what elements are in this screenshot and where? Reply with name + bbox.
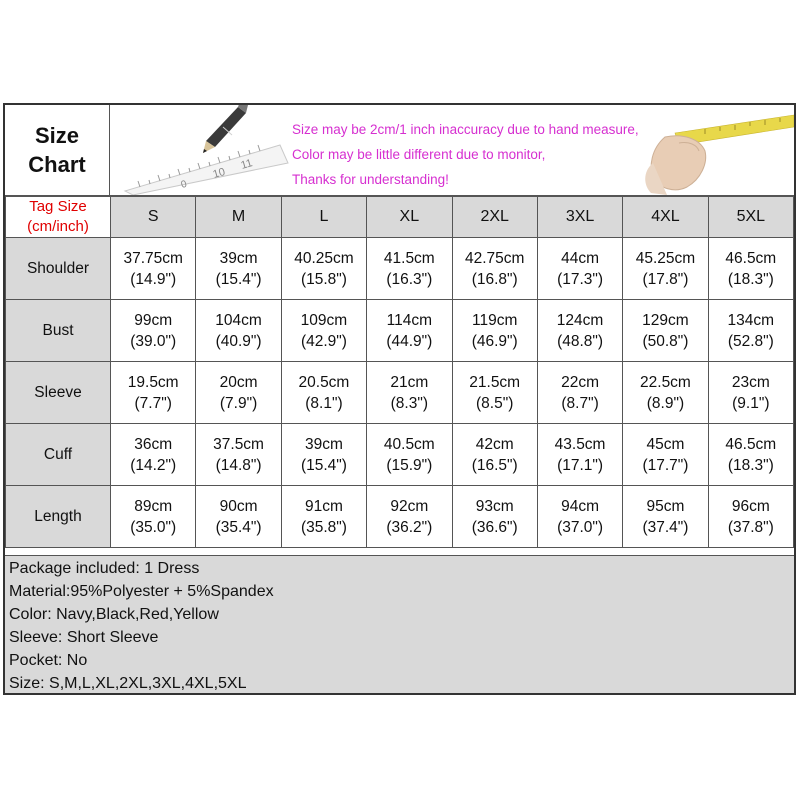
value-cm: 43.5cm bbox=[554, 435, 606, 453]
value-cm: 89cm bbox=[134, 497, 173, 515]
value-cm: 95cm bbox=[646, 497, 685, 515]
value-cm: 22.5cm bbox=[640, 373, 691, 391]
value-inch: (7.7") bbox=[134, 394, 172, 412]
size-header: 5XL bbox=[708, 197, 793, 238]
value-cm: 23cm bbox=[731, 373, 770, 391]
value-cm: 22cm bbox=[561, 373, 600, 391]
measurement-cell bbox=[708, 486, 793, 548]
measurement-notes bbox=[292, 117, 639, 192]
measurement-cell bbox=[281, 362, 366, 424]
ruler-tick-label: 10 bbox=[211, 165, 227, 181]
measurement-label: Shoulder bbox=[6, 238, 111, 300]
value-inch: (8.7") bbox=[561, 394, 599, 412]
measurement-row bbox=[6, 362, 794, 424]
product-info bbox=[5, 555, 794, 693]
measurement-label: Length bbox=[6, 486, 111, 548]
size-header: M bbox=[196, 197, 281, 238]
value-inch: (15.4") bbox=[215, 270, 262, 288]
value-inch: (15.4") bbox=[300, 456, 347, 474]
measurement-cell bbox=[196, 424, 281, 486]
measurement-cell bbox=[281, 424, 366, 486]
value-inch: (14.2") bbox=[130, 456, 177, 474]
measurement-cell bbox=[367, 424, 452, 486]
measurement-cell bbox=[281, 486, 366, 548]
value-inch: (17.8") bbox=[642, 270, 689, 288]
value-cm: 41.5cm bbox=[383, 249, 435, 267]
hand-tape-measure-icon bbox=[645, 105, 794, 195]
measurement-label: Cuff bbox=[6, 424, 111, 486]
measurement-cell bbox=[623, 486, 708, 548]
measurement-cell bbox=[708, 300, 793, 362]
note-color: Color may be little different due to monitor, bbox=[292, 147, 546, 162]
value-inch: (8.5") bbox=[476, 394, 514, 412]
size-header-row bbox=[6, 197, 794, 238]
info-color: Color: Navy,Black,Red,Yellow bbox=[9, 606, 219, 623]
value-cm: 94cm bbox=[561, 497, 600, 515]
value-cm: 20cm bbox=[219, 373, 258, 391]
size-header: 4XL bbox=[623, 197, 708, 238]
ruler-tick-label: 11 bbox=[239, 157, 254, 172]
measurement-cell bbox=[537, 300, 622, 362]
measurement-cell bbox=[281, 300, 366, 362]
measurement-cell bbox=[111, 362, 196, 424]
value-inch: (17.3") bbox=[557, 270, 604, 288]
measurement-cell bbox=[537, 238, 622, 300]
note-accuracy: Size may be 2cm/1 inch inaccuracy due to hand measure, bbox=[292, 122, 639, 137]
measurement-cell bbox=[537, 486, 622, 548]
size-chart-sheet bbox=[3, 103, 796, 695]
measurement-row bbox=[6, 486, 794, 548]
value-cm: 40.25cm bbox=[294, 249, 354, 267]
value-inch: (36.2") bbox=[386, 518, 433, 536]
title-line-1: Size bbox=[34, 123, 80, 148]
value-cm: 93cm bbox=[475, 497, 514, 515]
value-inch: (17.1") bbox=[557, 456, 604, 474]
value-cm: 40.5cm bbox=[383, 435, 435, 453]
value-inch: (15.8") bbox=[300, 270, 347, 288]
value-cm: 90cm bbox=[219, 497, 258, 515]
measurement-label: Bust bbox=[6, 300, 111, 362]
measurement-cell bbox=[367, 300, 452, 362]
value-cm: 37.5cm bbox=[213, 435, 264, 453]
measurement-row bbox=[6, 424, 794, 486]
value-cm: 45.25cm bbox=[635, 249, 696, 267]
value-cm: 92cm bbox=[390, 497, 429, 515]
measurement-cell bbox=[196, 300, 281, 362]
measurement-cell bbox=[111, 300, 196, 362]
info-size: Size: S,M,L,XL,2XL,3XL,4XL,5XL bbox=[9, 675, 247, 692]
value-inch: (46.9") bbox=[471, 332, 518, 350]
measurement-cell bbox=[623, 300, 708, 362]
value-inch: (35.8") bbox=[300, 518, 347, 536]
value-cm: 42.75cm bbox=[464, 249, 525, 267]
measurement-row bbox=[6, 300, 794, 362]
value-inch: (18.3") bbox=[727, 270, 774, 288]
measurement-cell bbox=[537, 362, 622, 424]
size-header: L bbox=[281, 197, 366, 238]
tag-size-label bbox=[6, 197, 111, 238]
value-inch: (8.9") bbox=[646, 394, 685, 412]
value-cm: 129cm bbox=[642, 311, 689, 329]
value-inch: (35.4") bbox=[215, 518, 262, 536]
value-cm: 46.5cm bbox=[725, 249, 777, 267]
measurement-cell bbox=[452, 238, 537, 300]
value-cm: 124cm bbox=[556, 311, 604, 329]
value-cm: 39cm bbox=[304, 435, 343, 453]
tag-size-text: Tag Size bbox=[29, 198, 87, 215]
value-inch: (50.8") bbox=[642, 332, 689, 350]
value-cm: 19.5cm bbox=[127, 373, 179, 391]
note-thanks: Thanks for understanding! bbox=[292, 172, 449, 187]
measurement-cell bbox=[452, 362, 537, 424]
measurement-cell bbox=[111, 238, 196, 300]
measurement-banner bbox=[110, 105, 794, 195]
value-cm: 91cm bbox=[304, 497, 343, 515]
value-inch: (39.0") bbox=[130, 332, 177, 350]
measurement-cell bbox=[623, 424, 708, 486]
measurement-cell bbox=[623, 362, 708, 424]
measurement-cell bbox=[452, 486, 537, 548]
value-inch: (52.8") bbox=[727, 332, 774, 350]
tag-size-unit: (cm/inch) bbox=[27, 218, 89, 235]
measurement-cell bbox=[452, 424, 537, 486]
measurement-cell bbox=[281, 238, 366, 300]
value-cm: 37.75cm bbox=[123, 249, 183, 267]
value-cm: 42cm bbox=[475, 435, 514, 453]
value-inch: (8.1") bbox=[305, 394, 343, 412]
info-sleeve: Sleeve: Short Sleeve bbox=[9, 629, 159, 646]
value-inch: (7.9") bbox=[219, 394, 258, 412]
ruler-tick-label: 0 bbox=[179, 178, 189, 191]
value-cm: 45cm bbox=[646, 435, 685, 453]
size-header: S bbox=[111, 197, 196, 238]
value-inch: (15.9") bbox=[386, 456, 433, 474]
value-cm: 99cm bbox=[134, 311, 173, 329]
value-inch: (17.7") bbox=[642, 456, 689, 474]
value-cm: 104cm bbox=[215, 311, 262, 329]
measurement-cell bbox=[708, 362, 793, 424]
measurement-cell bbox=[537, 424, 622, 486]
info-pocket: Pocket: No bbox=[9, 652, 88, 669]
value-inch: (16.5") bbox=[471, 456, 518, 474]
value-inch: (14.9") bbox=[130, 270, 177, 288]
value-cm: 36cm bbox=[134, 435, 173, 453]
value-inch: (37.8") bbox=[727, 518, 774, 536]
value-inch: (36.6") bbox=[471, 518, 518, 536]
title-line-2: Chart bbox=[28, 152, 86, 177]
value-cm: 20.5cm bbox=[298, 373, 350, 391]
value-cm: 46.5cm bbox=[725, 435, 777, 453]
value-cm: 39cm bbox=[219, 249, 258, 267]
value-cm: 134cm bbox=[727, 311, 775, 329]
size-header: 3XL bbox=[537, 197, 622, 238]
measurement-cell bbox=[111, 424, 196, 486]
value-cm: 96cm bbox=[731, 497, 770, 515]
measurement-cell bbox=[708, 424, 793, 486]
measurement-cell bbox=[196, 362, 281, 424]
value-inch: (37.0") bbox=[557, 518, 604, 536]
size-header: XL bbox=[367, 197, 452, 238]
size-chart-title bbox=[5, 105, 110, 195]
size-header: 2XL bbox=[452, 197, 537, 238]
value-inch: (44.9") bbox=[386, 332, 433, 350]
value-inch: (14.8") bbox=[215, 456, 262, 474]
value-cm: 21.5cm bbox=[469, 373, 521, 391]
measurement-row bbox=[6, 238, 794, 300]
value-inch: (18.3") bbox=[727, 456, 774, 474]
header-row bbox=[5, 105, 794, 196]
measurement-cell bbox=[367, 238, 452, 300]
info-material: Material:95%Polyester + 5%Spandex bbox=[9, 583, 274, 600]
value-inch: (37.4") bbox=[642, 518, 689, 536]
value-inch: (35.0") bbox=[130, 518, 177, 536]
pencil-ruler-icon bbox=[120, 105, 295, 195]
value-cm: 44cm bbox=[561, 249, 600, 267]
measurement-cell bbox=[367, 486, 452, 548]
value-inch: (16.8") bbox=[471, 270, 518, 288]
value-cm: 119cm bbox=[472, 311, 518, 329]
measurement-cell bbox=[196, 486, 281, 548]
measurement-cell bbox=[452, 300, 537, 362]
measurement-cell bbox=[196, 238, 281, 300]
value-inch: (40.9") bbox=[215, 332, 262, 350]
info-package: Package included: 1 Dress bbox=[9, 560, 200, 577]
value-inch: (42.9") bbox=[300, 332, 347, 350]
value-inch: (48.8") bbox=[557, 332, 604, 350]
value-cm: 114cm bbox=[386, 311, 432, 329]
value-inch: (16.3") bbox=[386, 270, 433, 288]
size-table bbox=[5, 196, 794, 548]
measurement-cell bbox=[708, 238, 793, 300]
value-cm: 21cm bbox=[390, 373, 429, 391]
measurement-cell bbox=[111, 486, 196, 548]
measurement-cell bbox=[623, 238, 708, 300]
measurement-label: Sleeve bbox=[6, 362, 111, 424]
value-inch: (9.1") bbox=[732, 394, 770, 412]
value-cm: 109cm bbox=[300, 311, 348, 329]
value-inch: (8.3") bbox=[390, 394, 428, 412]
measurement-cell bbox=[367, 362, 452, 424]
